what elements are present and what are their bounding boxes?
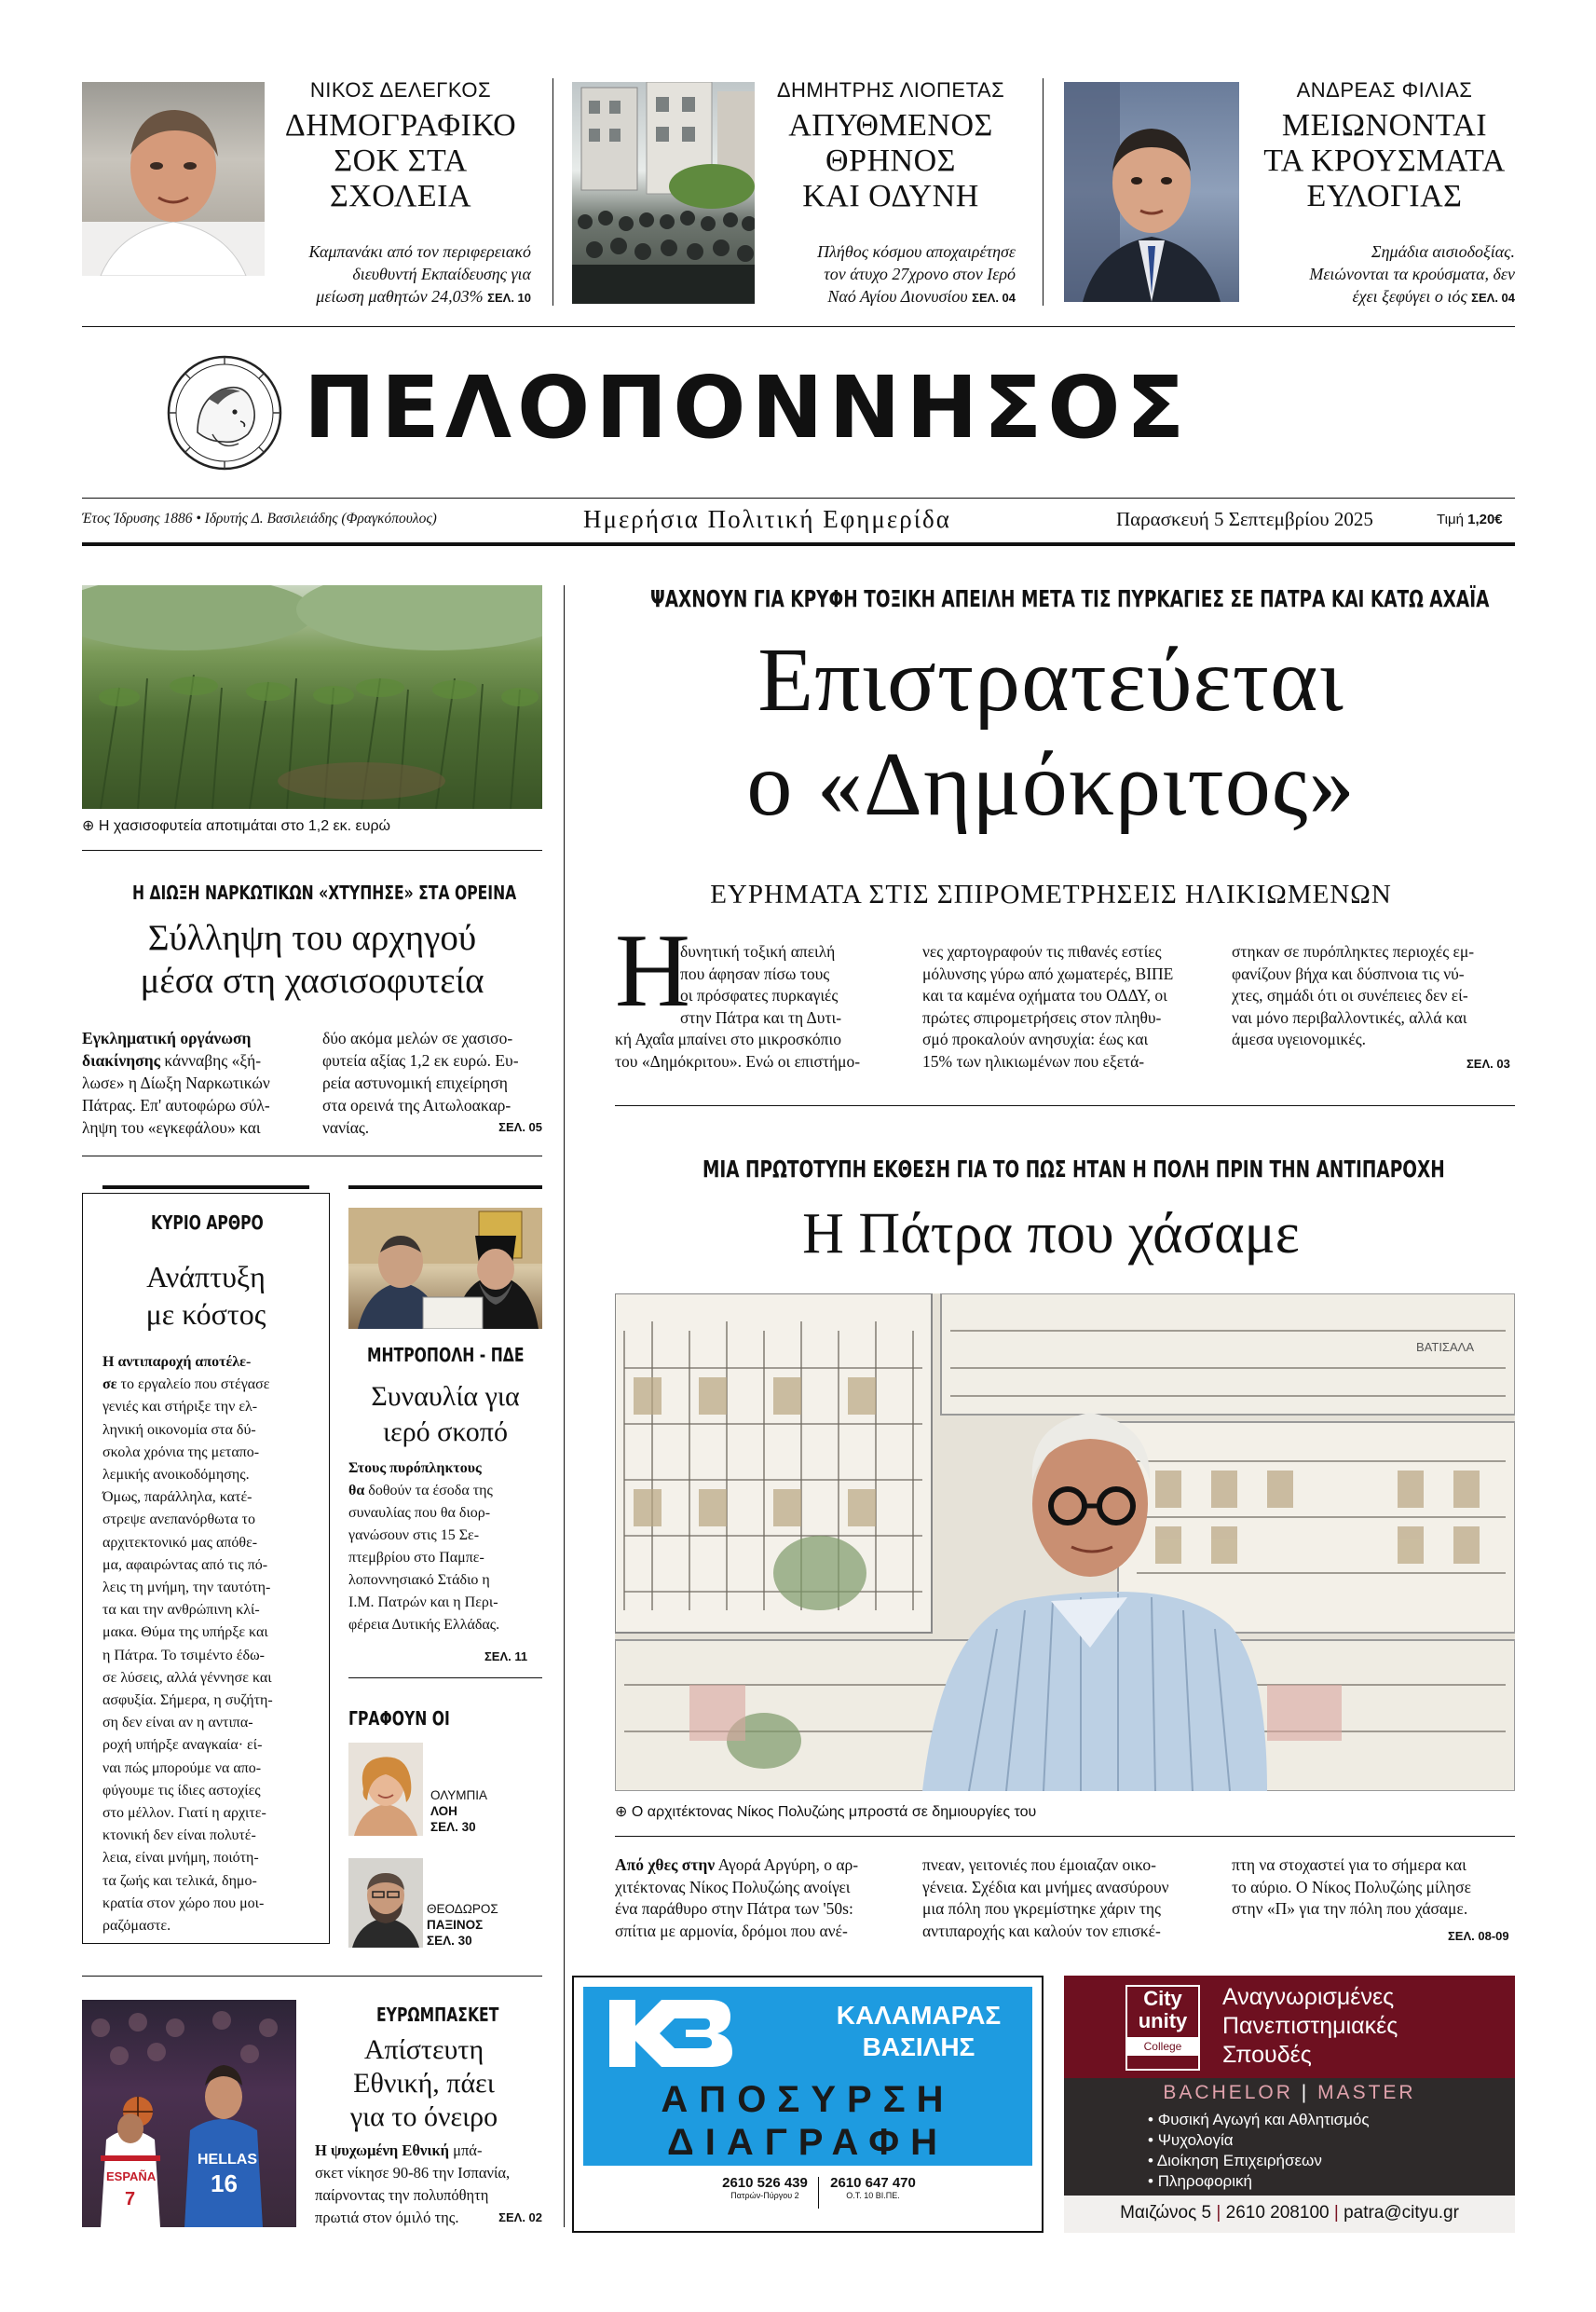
teaser-photo-filias bbox=[1064, 82, 1239, 302]
editorial-line: στρεψε ανεπανόρθωτα το bbox=[102, 1512, 255, 1528]
patra-kicker: ΜΙΑ ΠΡΩΤΟΤΥΠΗ ΕΚΘΕΣΗ ΓΙΑ ΤΟ ΠΩΣ ΗΤΑΝ Η ΠΟΛΗ ΠΡΙΝ ΤΗΝ ΑΝΤΙΠΑΡΟΧΗ bbox=[703, 1156, 1445, 1183]
price bbox=[1437, 512, 1503, 527]
lead-kicker: ΨΑΧΝΟΥΝ ΓΙΑ ΚΡΥΦΗ ΤΟΞΙΚΗ ΑΠΕΙΛΗ ΜΕΤΑ ΤΙΣ ΠΥΡΚΑΓΙΕΣ ΣΕ ΠΑΤΡΑ ΚΑΙ ΚΑΤΩ ΑΧΑΪΑ bbox=[650, 585, 1490, 612]
jersey-number: 7 bbox=[125, 2189, 136, 2209]
teaser-summary-line: Σημάδια αισιοδοξίας. bbox=[1371, 242, 1515, 261]
teaser-name: ΝΙΚΟΣ ΔΕΛΕΓΚΟΣ bbox=[309, 78, 492, 102]
ad-kalamaras[interactable] bbox=[572, 1976, 1044, 2233]
patra-line: σπίτια με αρμονία, δρόμοι που ανέ- bbox=[615, 1921, 848, 1940]
teaser-photo-delegkos bbox=[82, 82, 265, 276]
teaser-summary-line: Ναό Αγίου Διονυσίου bbox=[827, 287, 968, 306]
issue-date: Παρασκευή 5 Σεπτεμβρίου 2025 bbox=[1116, 508, 1373, 530]
editorial-line: η Πάτρα. Το τσιμέντο έδω- bbox=[102, 1647, 265, 1663]
lead-line: ναι μόνο περιβαλλοντικές, αλλά και bbox=[1232, 1007, 1467, 1027]
lead-col-1 bbox=[615, 941, 898, 1073]
editorial-box-top bbox=[102, 1185, 309, 1189]
teaser-headline-line: ΚΑΙ ΟΔΥΝΗ bbox=[802, 179, 979, 213]
program-item: Φυσική Αγωγή και Αθλητισμός bbox=[1157, 2111, 1370, 2128]
section-divider bbox=[82, 850, 542, 851]
lead-line: πρώτες σπιρομετρήσεις στον πληθυ- bbox=[922, 1007, 1162, 1027]
patra-line: αντιπαροχής και καλούν τον επισκέ- bbox=[922, 1921, 1161, 1940]
story-line: στα ορεινά της Αιτωλοακαρ- bbox=[322, 1096, 512, 1115]
page-ref: ΣΕΛ. 04 bbox=[972, 291, 1016, 305]
patra-col-2 bbox=[922, 1854, 1206, 1942]
story-line: ληψη του «εγκεφάλου» και bbox=[82, 1118, 261, 1137]
masthead-rule-thick bbox=[82, 542, 1515, 546]
camera-icon: ⊕ bbox=[82, 818, 95, 834]
photo-caption bbox=[615, 1802, 1036, 1821]
patra-col-1 bbox=[615, 1854, 898, 1942]
editorial-line: λεια, είναι μνήμη, ποιότη- bbox=[102, 1850, 259, 1867]
metropoli-top-rule bbox=[348, 1185, 542, 1189]
masthead-rule bbox=[82, 498, 1515, 499]
story-kicker: ΜΗΤΡΟΠΟΛΗ - ΠΔΕ bbox=[367, 1344, 525, 1366]
page-ref: ΣΕΛ. 04 bbox=[1471, 291, 1515, 305]
section-divider bbox=[615, 1105, 1515, 1106]
editorial-line: γενιές και στήριξε την ελ- bbox=[102, 1399, 258, 1416]
caption-text: Η χασισοφυτεία αποτιμάται στο 1,2 εκ. ευρώ bbox=[98, 818, 391, 834]
story-col-2 bbox=[322, 1027, 542, 1139]
editorial-line: ασφυξία. Σήμερα, η συζήτη- bbox=[102, 1692, 273, 1709]
patra-line: το αύριο. Ο Νίκος Πολυζώης μίλησε bbox=[1232, 1877, 1471, 1896]
metropoli-photo bbox=[348, 1208, 542, 1329]
page-ref: ΣΕΛ. 30 bbox=[430, 1820, 476, 1834]
masthead-emblem bbox=[166, 354, 283, 472]
page-ref: ΣΕΛ. 10 bbox=[487, 291, 531, 305]
headline-line: Εθνική, πάει bbox=[353, 2068, 495, 2099]
writer-last-name: ΠΑΞΙΝΟΣ bbox=[427, 1918, 484, 1932]
headline-line: Σύλληψη του αρχηγού bbox=[147, 918, 477, 958]
editorial-line: λεμικής ανοικοδόμησης. bbox=[102, 1467, 250, 1484]
teaser-name: ΔΗΜΗΤΡΗΣ ΛΙΟΠΕΤΑΣ bbox=[776, 78, 1005, 102]
teaser-headline-line: ΕΥΛΟΓΙΑΣ bbox=[1306, 179, 1463, 213]
ad-degrees: BACHELOR | MASTER bbox=[1163, 2082, 1416, 2103]
lead-line: κή Αχαΐα μπαίνει στο μικροσκόπιο bbox=[615, 1030, 841, 1048]
patra-headline: Η Πάτρα που χάσαμε bbox=[802, 1202, 1300, 1265]
lead-line: χτες, σημάδι ότι οι συνέπειες δεν εί- bbox=[1232, 986, 1468, 1005]
ad-service-line: ΑΠΟΣΥΡΣΗ bbox=[661, 2079, 955, 2120]
lead-line: οι πρόσφατες πυρκαγιές bbox=[680, 986, 839, 1005]
teaser-headline-line: ΑΠΥΘΜΕΝΟΣ bbox=[788, 108, 993, 143]
headline-line: για το όνειρο bbox=[349, 2101, 498, 2132]
story-kicker: ΕΥΡΩΜΠΑΣΚΕΤ bbox=[376, 2004, 499, 2026]
teaser-headline bbox=[270, 108, 531, 214]
price-label: Τιμή bbox=[1437, 512, 1464, 527]
teaser-summary bbox=[766, 240, 1016, 309]
patra-line: πτη να στοχαστεί για το σήμερα και bbox=[1232, 1855, 1466, 1874]
ad-title-line: Αναγνωρισμένες bbox=[1222, 1984, 1395, 2010]
lead-headline bbox=[587, 628, 1515, 837]
page-ref: ΣΕΛ. 03 bbox=[1466, 1057, 1510, 1071]
editorial-line: αρχιτεκτονικό μας απόθε- bbox=[102, 1534, 258, 1551]
program-item: Διοίκηση Επιχειρήσεων bbox=[1156, 2152, 1322, 2169]
lead-line: στην Πάτρα και τη Δυτι- bbox=[680, 1007, 842, 1027]
ad-service bbox=[593, 2078, 1023, 2164]
degree-label: MASTER bbox=[1317, 2082, 1416, 2103]
story-line: γανώσουν στις 15 Σε- bbox=[348, 1527, 480, 1543]
patra-line: χιτέκτονας Νίκος Πολυζώης ανοίγει bbox=[615, 1877, 851, 1896]
lead-line: δυνητική τοξική απειλή bbox=[680, 942, 836, 961]
lead-line: άμεσα υγειονομικές. bbox=[1232, 1030, 1367, 1048]
editorial-line: φύγουμε τις ίδιες αστοχίες bbox=[102, 1782, 261, 1799]
story-line: δύο ακόμα μελών σε χασισο- bbox=[322, 1029, 513, 1047]
lead-line: στηκαν σε πυρόπληκτες περιοχές εμ- bbox=[1232, 942, 1475, 961]
teaser-summary bbox=[1254, 240, 1515, 309]
page-ref: ΣΕΛ. 11 bbox=[484, 1649, 528, 1663]
editorial-line: τα και την ανθρώπινη κλί- bbox=[102, 1602, 260, 1619]
story-line: πρωτιά στον όμιλό της. bbox=[315, 2209, 459, 2226]
ad-address: Μαιζώνος 5 bbox=[1120, 2203, 1212, 2223]
lead-line: σμό προκαλούν ανησυχία: έως και bbox=[922, 1030, 1149, 1048]
patra-line: Αγορά Αργύρη, ο αρ- bbox=[715, 1855, 859, 1874]
lead-line: και τα καμένα οχήματα του ΟΔΔΥ, οι bbox=[922, 986, 1167, 1005]
dropcap: Η bbox=[615, 913, 690, 1029]
ad-phone: 2610 526 439 bbox=[722, 2175, 808, 2191]
lead-subhead: ΕΥΡΗΜΑΤΑ ΣΤΙΣ ΣΠΙΡΟΜΕΤΡΗΣΕΙΣ ΗΛΙΚΙΩΜΕΝΩΝ bbox=[710, 880, 1392, 910]
basketball-photo bbox=[82, 2000, 296, 2227]
ad-title-line: Πανεπιστημιακές bbox=[1222, 2013, 1398, 2039]
ad-contact-2 bbox=[822, 2175, 924, 2200]
headline-line: μέσα στη χασισοφυτεία bbox=[140, 961, 484, 1001]
metropoli-text bbox=[348, 1457, 542, 1636]
teaser-headline-line: ΜΕΙΩΝΟΝΤΑΙ bbox=[1281, 108, 1488, 143]
editorial-line: σε λύσεις, αλλά γέννησε και bbox=[102, 1669, 272, 1686]
price-value: 1,20€ bbox=[1467, 512, 1503, 527]
photo-caption bbox=[82, 816, 390, 835]
ad-phone: 2610 647 470 bbox=[830, 2175, 916, 2191]
column-divider bbox=[564, 585, 565, 2227]
story-line: ρεία αστυνομική επιχείρηση bbox=[322, 1074, 508, 1092]
editorial-text bbox=[102, 1351, 309, 1937]
teaser-summary-line: διευθυντή Εκπαίδευσης για bbox=[352, 265, 531, 283]
writers-label: ΓΡΑΦΟΥΝ ΟΙ bbox=[348, 1707, 450, 1730]
patra-exhibition-photo bbox=[615, 1293, 1515, 1791]
lead-line: 15% των ηλικιωμένων που εξετά- bbox=[922, 1051, 1145, 1071]
writer-name bbox=[427, 1901, 498, 1949]
story-line: πτεμβρίου στο Παμπε- bbox=[348, 1550, 484, 1566]
lead-line: νες χαρτογραφούν τις πιθανές εστίες bbox=[922, 942, 1162, 961]
story-line: φέρεια Δυτικής Ελλάδας. bbox=[348, 1617, 500, 1633]
ad-address: Πατρών-Πύργου 2 bbox=[730, 2191, 799, 2200]
editorial-line: κτονική δεν είναι πολυτέ- bbox=[102, 1827, 256, 1844]
lead-col-2 bbox=[922, 941, 1206, 1073]
editorial-line: σκολα χρόνια της μεταπο- bbox=[102, 1443, 260, 1460]
teaser-headline-line: ΤΑ ΚΡΟΥΣΜΑΤΑ bbox=[1263, 144, 1506, 178]
editorial-line: λεις τη μνήμη, την ταυτότη- bbox=[102, 1580, 271, 1596]
camera-icon: ⊕ bbox=[615, 1804, 628, 1820]
editorial-line: ναι πώς μπορούμε να απο- bbox=[102, 1759, 262, 1776]
editorial-line: τα ζωής και τελικά, δημο- bbox=[102, 1872, 257, 1889]
story-line: Ι.Μ. Πατρών και η Περι- bbox=[348, 1594, 498, 1610]
lead-line: φανίζουν βήχα και δύσπνοια τις νύ- bbox=[1232, 964, 1465, 983]
story-col-1 bbox=[82, 1027, 302, 1139]
city-unity-logo bbox=[1125, 1985, 1200, 2071]
founding-info: Έτος Ίδρυσης 1886 • Ιδρυτής Δ. Βασιλειάδης (Φραγκόπουλος) bbox=[82, 511, 437, 527]
editorial-line: ση δεν είναι αν η αντιπα- bbox=[102, 1715, 253, 1731]
jersey-number: 16 bbox=[211, 2169, 238, 2197]
writer-first-name: ΘΕΟΔΩΡΟΣ bbox=[427, 1902, 498, 1916]
ad-name bbox=[816, 2000, 1021, 2063]
page-ref: ΣΕΛ. 02 bbox=[498, 2210, 542, 2224]
ad-name-line: ΒΑΣΙΛΗΣ bbox=[862, 2032, 975, 2061]
teaser-summary-line: Πλήθος κόσμου αποχαιρέτησε bbox=[817, 242, 1016, 261]
section-divider bbox=[348, 1677, 542, 1678]
story-line: θα bbox=[348, 1483, 365, 1498]
story-line: λοποννησιακό Στάδιο η bbox=[348, 1572, 490, 1588]
ad-service-line: ΔΙΑΓΡΑΦΗ bbox=[666, 2122, 949, 2163]
teaser-summary-line: έχει ξεφύγει ο ιός bbox=[1352, 287, 1467, 306]
teaser-summary bbox=[270, 240, 531, 309]
story-line: φυτεία αξίας 1,2 εκ ευρώ. Ευ- bbox=[322, 1051, 519, 1070]
patra-line: πνεαν, γειτονιές που έμοιαζαν οικο- bbox=[922, 1855, 1156, 1874]
teaser-headline-line: ΣΧΟΛΕΙΑ bbox=[329, 179, 472, 213]
teaser-name: ΑΝΔΡΕΑΣ ΦΙΛΙΑΣ bbox=[1296, 78, 1473, 102]
headline-line: με κόστος bbox=[145, 1297, 266, 1331]
ad-contact: Μαιζώνος 5 | 2610 208100 | patra@cityu.gr bbox=[1120, 2203, 1459, 2223]
program-item: Ψυχολογία bbox=[1157, 2131, 1234, 2149]
ad-programs: • Φυσική Αγωγή και Αθλητισμός • Ψυχολογία • Διοίκηση Επιχειρήσεων • Πληροφορική bbox=[1148, 2111, 1370, 2190]
patra-line: ένα παράθυρο στην Πάτρα των '50s: bbox=[615, 1899, 853, 1918]
lead-col-3 bbox=[1232, 941, 1515, 1051]
writer-first-name: ΟΛΥΜΠΙΑ bbox=[430, 1788, 488, 1802]
teaser-summary-line: μείωση μαθητών 24,03% bbox=[316, 287, 484, 306]
headline-line: ο «Δημόκριτος» bbox=[746, 734, 1356, 835]
editorial-line: στο μέλλον. Γιατί η αρχιτε- bbox=[102, 1805, 266, 1822]
editorial-line: σε bbox=[102, 1376, 117, 1393]
ad-email: patra@cityu.gr bbox=[1344, 2203, 1459, 2223]
degree-label: BACHELOR bbox=[1163, 2082, 1293, 2103]
headline-line: Συναυλία για bbox=[371, 1381, 520, 1412]
story-line: συναυλίας που θα διορ- bbox=[348, 1505, 491, 1521]
writer-name bbox=[430, 1787, 487, 1835]
page-ref: ΣΕΛ. 30 bbox=[427, 1934, 472, 1948]
story-line: λωσε» η Δίωξη Ναρκωτικών bbox=[82, 1074, 270, 1092]
writer-photo-paxinos bbox=[348, 1858, 423, 1948]
story-line: Εγκληματική οργάνωση bbox=[82, 1029, 252, 1047]
headline-line: Ανάπτυξη bbox=[146, 1260, 266, 1293]
logo-text: City bbox=[1143, 1987, 1182, 2010]
caption-text: Ο αρχιτέκτονας Νίκος Πολυζώης μπροστά σε δημιουργίες του bbox=[631, 1804, 1037, 1820]
editorial-headline bbox=[82, 1258, 330, 1333]
jersey-text: ESPAÑA bbox=[106, 2169, 157, 2183]
editorial-line: μα, αφαιρώντας από τις πό- bbox=[102, 1556, 268, 1573]
editorial-line: κρατία στον χώρο που μοι- bbox=[102, 1895, 265, 1911]
teaser-divider bbox=[82, 326, 1515, 327]
ad-name-line: ΚΑΛΑΜΑΡΑΣ bbox=[836, 2001, 1002, 2030]
story-line: διακίνησης bbox=[82, 1051, 161, 1070]
patra-line: γένεια. Σχέδια και μνήμες ανασύρουν bbox=[922, 1877, 1169, 1896]
writer-photo-loi bbox=[348, 1743, 423, 1836]
teaser-headline bbox=[1254, 108, 1515, 214]
editorial-label: ΚΥΡΙΟ ΑΡΘΡΟ bbox=[151, 1211, 264, 1234]
column-divider bbox=[1043, 78, 1044, 306]
teaser-summary-line: τον άτυχο 27χρονο στον Ιερό bbox=[824, 265, 1016, 283]
editorial-line: ληνική οικονομία στα δύ- bbox=[102, 1421, 256, 1438]
story-line: μπά- bbox=[449, 2141, 483, 2159]
logo-text: College bbox=[1127, 2037, 1198, 2056]
lead-line: μόλυνσης γύρω από χωματερές, ΒΙΠΕ bbox=[922, 964, 1174, 983]
story-line: Η ψυχωμένη Εθνική bbox=[315, 2141, 449, 2159]
story-line: Στους πυρόπληκτους bbox=[348, 1460, 482, 1476]
column-divider bbox=[552, 78, 553, 306]
building-sign: ΒΑΤΙΣΑΛΑ bbox=[1416, 1340, 1474, 1354]
section-divider bbox=[82, 1976, 542, 1977]
story-headline bbox=[82, 917, 542, 1003]
patra-col-3 bbox=[1232, 1854, 1515, 1921]
story-headline bbox=[306, 2033, 542, 2134]
page-ref: ΣΕΛ. 05 bbox=[498, 1120, 542, 1134]
writer-last-name: ΛΟΗ bbox=[430, 1804, 457, 1818]
program-item: Πληροφορική bbox=[1157, 2172, 1252, 2190]
lead-line: του «Δημόκριτου». Ενώ οι επιστήμο- bbox=[615, 1051, 861, 1071]
basket-text bbox=[315, 2140, 542, 2229]
cannabis-field-photo bbox=[82, 585, 542, 809]
story-kicker: Η ΔΙΩΞΗ ΝΑΡΚΩΤΙΚΩΝ «ΧΤΥΠΗΣΕ» ΣΤΑ ΟΡΕΙΝΑ bbox=[132, 882, 517, 904]
story-headline bbox=[348, 1379, 542, 1450]
teaser-summary-line: Μειώνονται τα κρούσματα, δεν bbox=[1309, 265, 1515, 283]
editorial-line: ροχή υπήρξε αναγκαία· εί- bbox=[102, 1737, 263, 1754]
teaser-headline-line: ΘΡΗΝΟΣ bbox=[825, 144, 956, 178]
page-ref: ΣΕΛ. 08-09 bbox=[1448, 1929, 1509, 1943]
editorial-line: μακα. Θύμα της υπήρξε και bbox=[102, 1624, 268, 1641]
teaser-headline bbox=[766, 108, 1016, 214]
section-divider bbox=[615, 1836, 1515, 1837]
teaser-summary-line: Καμπανάκι από τον περιφερειακό bbox=[308, 242, 531, 261]
ad-address: Ο.Τ. 10 ΒΙ.ΠΕ. bbox=[846, 2191, 900, 2200]
story-line: παίρνοντας την πολυπόθητη bbox=[315, 2186, 489, 2204]
teaser-photo-funeral bbox=[572, 82, 755, 304]
ad-title-line: Σπουδές bbox=[1222, 2042, 1312, 2068]
story-line: σκετ νίκησε 90-86 την Ισπανία, bbox=[315, 2164, 511, 2182]
ad-city-unity[interactable] bbox=[1064, 1976, 1515, 2233]
lead-line: που άφησαν πίσω τους bbox=[680, 964, 830, 983]
tagline: Ημερήσια Πολιτική Εφημερίδα bbox=[583, 505, 951, 533]
editorial-line: το εργαλείο που στέγασε bbox=[116, 1376, 270, 1393]
story-line: κάνναβης «ξή- bbox=[160, 1051, 262, 1070]
story-line: δοθούν τα έσοδα της bbox=[364, 1483, 493, 1498]
ad-phone: 2610 208100 bbox=[1225, 2203, 1330, 2223]
logo-text: unity bbox=[1138, 2009, 1188, 2032]
story-line: νανίας. bbox=[322, 1118, 370, 1137]
teaser-headline-line: ΣΟΚ ΣΤΑ bbox=[334, 144, 468, 178]
headline-line: ιερό σκοπό bbox=[383, 1416, 508, 1447]
patra-line: Από χθες στην bbox=[615, 1855, 716, 1874]
headline-line: Επιστρατεύεται bbox=[757, 630, 1344, 731]
story-line: Πάτρας. Επ' αυτοφώρω σύλ- bbox=[82, 1096, 270, 1115]
headline-line: Απίστευτη bbox=[363, 2034, 484, 2065]
editorial-line: ραζόμαστε. bbox=[102, 1918, 171, 1935]
masthead-title: ΠΕΛΟΠΟΝΝΗΣΟΣ bbox=[304, 358, 1191, 458]
teaser-headline-line: ΔΗΜΟΓΡΑΦΙΚΟ bbox=[284, 108, 517, 143]
ad-title bbox=[1222, 1983, 1502, 2070]
patra-line: στην «Π» για την πόλη που χάσαμε. bbox=[1232, 1899, 1468, 1918]
kb-logo-icon bbox=[602, 1996, 732, 2071]
ad-contact-1 bbox=[714, 2175, 816, 2200]
ad-contact-divider bbox=[818, 2177, 819, 2209]
editorial-line: Όμως, παράλληλα, κατέ- bbox=[102, 1489, 252, 1506]
patra-line: μια πόλη που γκρεμίστηκε χάριν της bbox=[922, 1899, 1161, 1918]
editorial-line: Η αντιπαροχή αποτέλε- bbox=[102, 1354, 252, 1370]
jersey-text: HELLAS bbox=[198, 2152, 257, 2168]
